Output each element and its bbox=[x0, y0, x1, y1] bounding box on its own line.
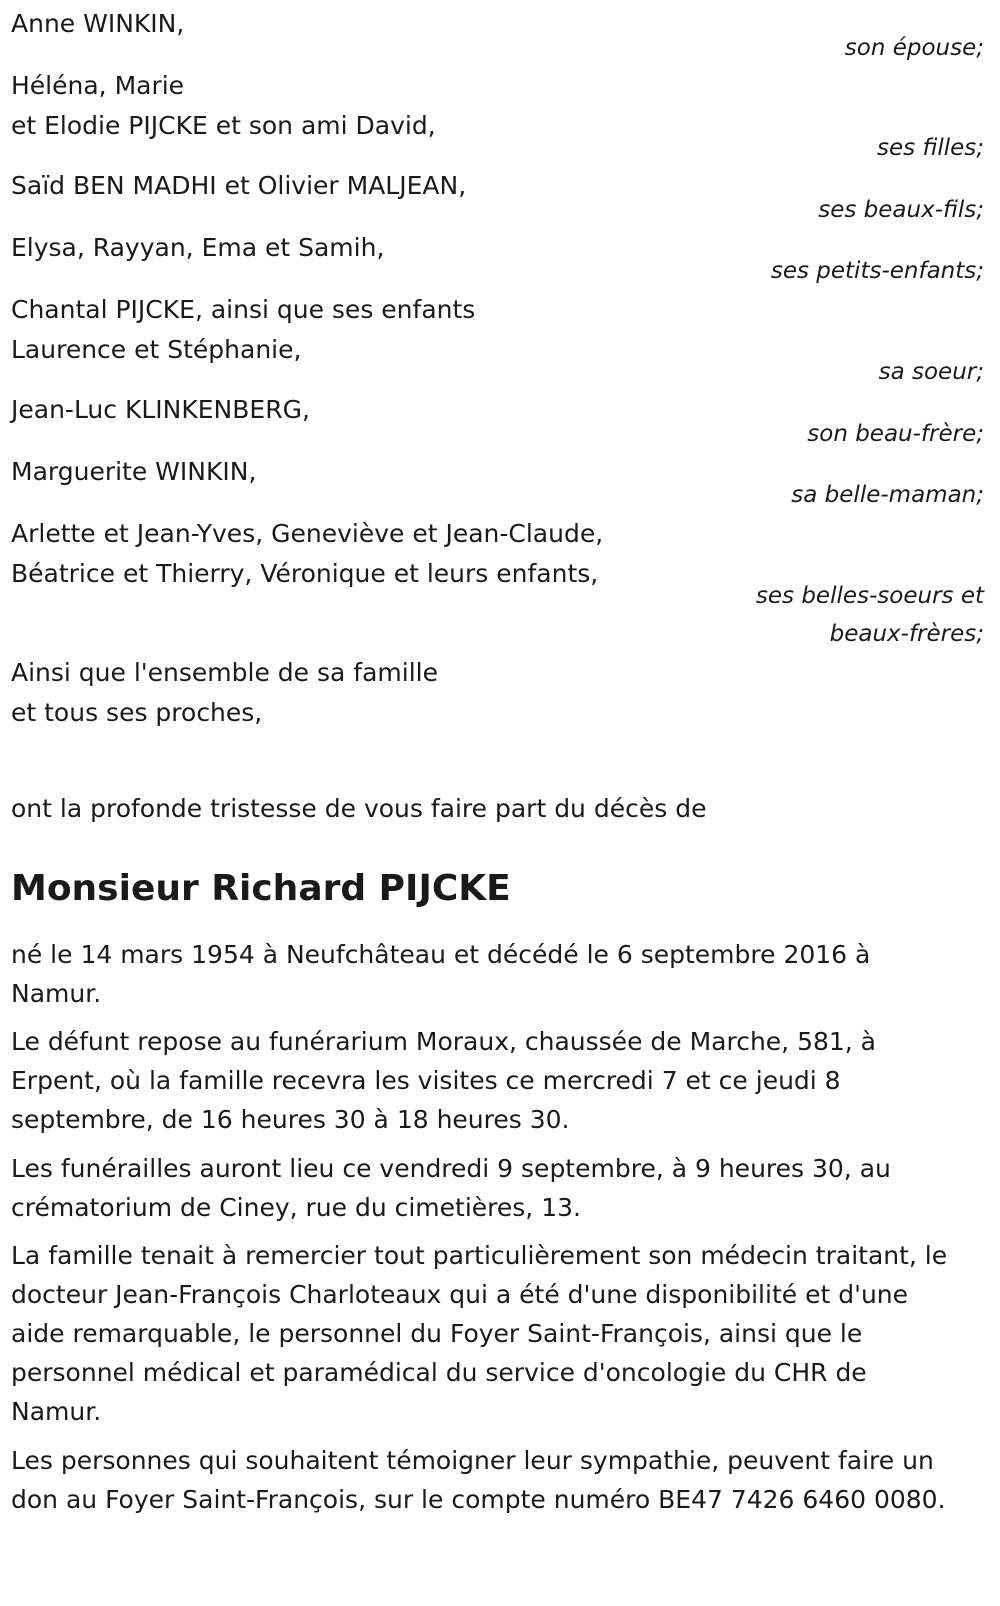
funerarium-paragraph: Le défunt repose au funérarium Moraux, chaussée de Marche, 581, à Erpent, où la famille recevra les visites ce mercredi 7 et ce jeudi 8 septembre, de 16 heures 30 à 18 heures 30. bbox=[11, 1027, 877, 1134]
family-names-daughters bbox=[11, 66, 436, 146]
family-role-daughters: ses filles; bbox=[877, 135, 984, 161]
family-role-grandchildren: ses petits-enfants; bbox=[770, 258, 984, 284]
family-name-line: et tous ses proches, bbox=[11, 698, 263, 727]
announcement-text: ont la profonde tristesse de vous faire part du décès de bbox=[11, 794, 707, 823]
family-name-line: et Elodie PIJCKE et son ami David, bbox=[11, 111, 436, 140]
family-role-line: beaux-frères; bbox=[829, 621, 984, 647]
family-role-sons-in-law: ses beaux-fils; bbox=[818, 197, 984, 223]
family-names-brother-in-law bbox=[11, 390, 310, 430]
family-name-line: Héléna, Marie bbox=[11, 71, 185, 100]
donation-paragraph: Les personnes qui souhaitent témoigner leur sympathie, peuvent faire un don au Foyer Saint-François, sur le compte numéro BE47 7426 6460 0080. bbox=[11, 1446, 946, 1514]
family-names-siblings-in-law bbox=[11, 514, 603, 594]
deceased-name: Monsieur Richard PIJCKE bbox=[11, 868, 511, 909]
family-role-siblings-in-law bbox=[756, 577, 984, 653]
family-names-mother-in-law bbox=[11, 452, 256, 492]
funeral-paragraph: Les funérailles auront lieu ce vendredi 9 septembre, à 9 heures 30, au crématorium de Ciney, rue du cimetières, 13. bbox=[11, 1154, 891, 1222]
family-name-line: Elysa, Rayyan, Ema et Samih, bbox=[11, 233, 385, 262]
family-role-spouse: son épouse; bbox=[844, 35, 984, 61]
family-names-spouse bbox=[11, 4, 184, 44]
family-name-line: Jean-Luc KLINKENBERG, bbox=[11, 395, 310, 424]
family-name-line: Laurence et Stéphanie, bbox=[11, 335, 302, 364]
family-name-line: Béatrice et Thierry, Véronique et leurs enfants, bbox=[11, 559, 599, 588]
family-name-line: Anne WINKIN, bbox=[11, 9, 185, 38]
family-name-line: Saïd BEN MADHI et Olivier MALJEAN, bbox=[11, 171, 467, 200]
family-name-line: Arlette et Jean-Yves, Geneviève et Jean-Claude, bbox=[11, 519, 604, 548]
family-name-line: Marguerite WINKIN, bbox=[11, 457, 257, 486]
thanks-paragraph: La famille tenait à remercier tout particulièrement son médecin traitant, le docteur Jean-François Charloteaux qui a été d'une disponibilité et d'une aide remarquable, le personnel du Foyer Saint-François, ainsi que le personnel médical et paramédical du service d'oncologie du CHR de Namur. bbox=[11, 1241, 948, 1426]
family-names-relatives bbox=[11, 653, 438, 733]
family-names-sister bbox=[11, 290, 475, 370]
family-role-brother-in-law: son beau-frère; bbox=[807, 421, 984, 447]
family-name-line: Ainsi que l'ensemble de sa famille bbox=[11, 658, 438, 687]
family-role-line: ses belles-soeurs et bbox=[755, 583, 984, 609]
family-role-mother-in-law: sa belle-maman; bbox=[791, 482, 984, 508]
birth-death-paragraph: né le 14 mars 1954 à Neufchâteau et décédé le 6 septembre 2016 à Namur. bbox=[11, 940, 871, 1008]
family-names-grandchildren bbox=[11, 228, 384, 268]
family-names-sons-in-law bbox=[11, 166, 466, 206]
family-role-sister: sa soeur; bbox=[878, 359, 984, 385]
family-name-line: Chantal PIJCKE, ainsi que ses enfants bbox=[11, 295, 476, 324]
